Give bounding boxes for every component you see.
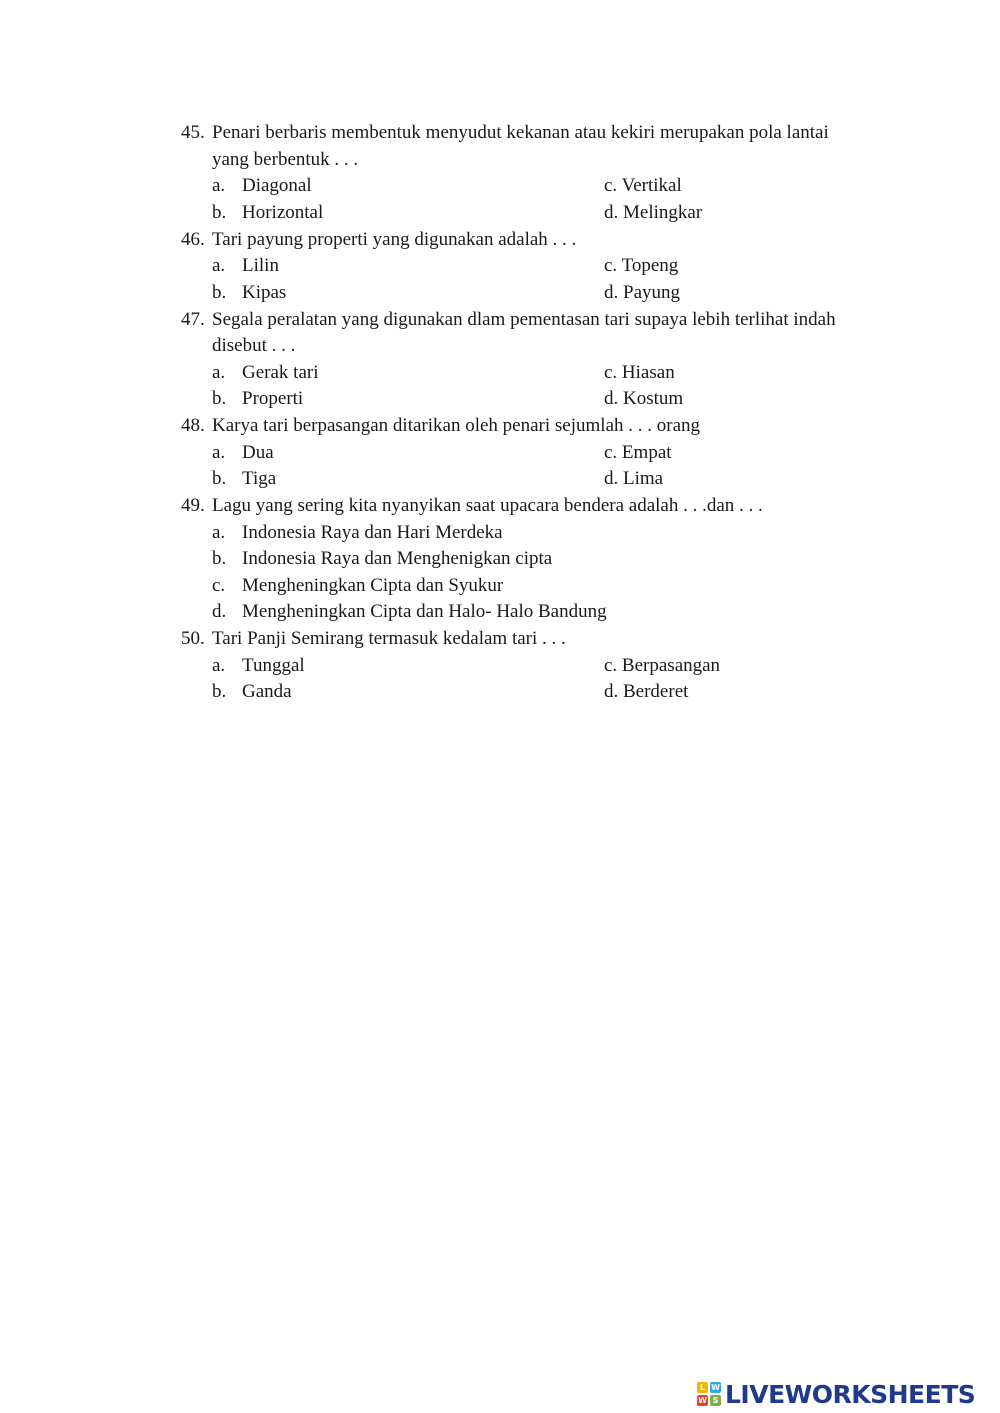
option-text: Mengheningkan Cipta dan Syukur [242, 575, 504, 596]
option-text: Dua [242, 442, 274, 463]
question-number: 50. [181, 628, 205, 649]
question-number: 48. [181, 415, 205, 436]
option-letter: b. [212, 202, 227, 223]
logo-tile: W [711, 1383, 720, 1392]
question-text: Karya tari berpasangan ditarikan oleh penari sejumlah . . . orang [212, 415, 701, 436]
question-number: 47. [181, 309, 205, 330]
option-letter: a. [212, 655, 226, 676]
option-text: Indonesia Raya dan Hari Merdeka [242, 522, 503, 543]
option-text: Ganda [242, 681, 292, 702]
question-text: Penari berbaris membentuk menyudut kekanan atau kekiri merupakan pola lantai [212, 122, 829, 143]
logo-wordmark: LIVEWORKSHEETS [725, 1379, 976, 1409]
option-letter: b. [212, 548, 227, 569]
option-text: d. Berderet [604, 681, 689, 702]
option-letter: a. [212, 522, 226, 543]
option-text: d. Payung [604, 282, 680, 303]
liveworksheets-logo[interactable] [697, 1378, 975, 1410]
option-letter: a. [212, 442, 226, 463]
question-text: Tari payung properti yang digunakan adalah . . . [212, 229, 577, 250]
question-text-continued: disebut . . . [212, 335, 296, 356]
option-letter: a. [212, 255, 226, 276]
option-text: Kipas [242, 282, 287, 303]
option-text: Tunggal [242, 655, 305, 676]
option-text: Indonesia Raya dan Menghenigkan cipta [242, 548, 553, 569]
option-letter: b. [212, 282, 227, 303]
question-text: Tari Panji Semirang termasuk kedalam tari . . . [212, 628, 566, 649]
option-text: Horizontal [242, 202, 324, 223]
question-number: 46. [181, 229, 205, 250]
option-text: d. Melingkar [604, 202, 703, 223]
option-text: c. Topeng [604, 255, 679, 276]
option-text: Tiga [242, 468, 277, 489]
option-letter: a. [212, 362, 226, 383]
liveworksheets-logo-icon [697, 1382, 721, 1406]
logo-tile: W [698, 1396, 707, 1405]
option-text: Gerak tari [242, 362, 319, 383]
option-text: d. Lima [604, 468, 664, 489]
option-text: Mengheningkan Cipta dan Halo- Halo Bandung [242, 601, 607, 622]
logo-tile: L [697, 1382, 708, 1393]
option-text: Diagonal [242, 175, 312, 196]
option-letter: b. [212, 468, 227, 489]
option-text: Lilin [242, 255, 279, 276]
option-letter: d. [212, 601, 227, 622]
option-letter: a. [212, 175, 226, 196]
question-number: 49. [181, 495, 205, 516]
option-text: Properti [242, 388, 304, 409]
option-letter: b. [212, 388, 227, 409]
option-letter: b. [212, 681, 227, 702]
question-text: Segala peralatan yang digunakan dlam pementasan tari supaya lebih terlihat indah [212, 309, 836, 330]
question-text: Lagu yang sering kita nyanyikan saat upacara bendera adalah . . .dan . . . [212, 495, 763, 516]
option-text: c. Hiasan [604, 362, 675, 383]
option-text: c. Vertikal [604, 175, 682, 196]
option-text: c. Berpasangan [604, 655, 721, 676]
option-text: c. Empat [604, 442, 672, 463]
option-text: d. Kostum [604, 388, 684, 409]
option-letter: c. [212, 575, 226, 596]
question-text-continued: yang berbentuk . . . [212, 149, 359, 170]
question-number: 45. [181, 122, 205, 143]
logo-tile: S [710, 1395, 721, 1406]
